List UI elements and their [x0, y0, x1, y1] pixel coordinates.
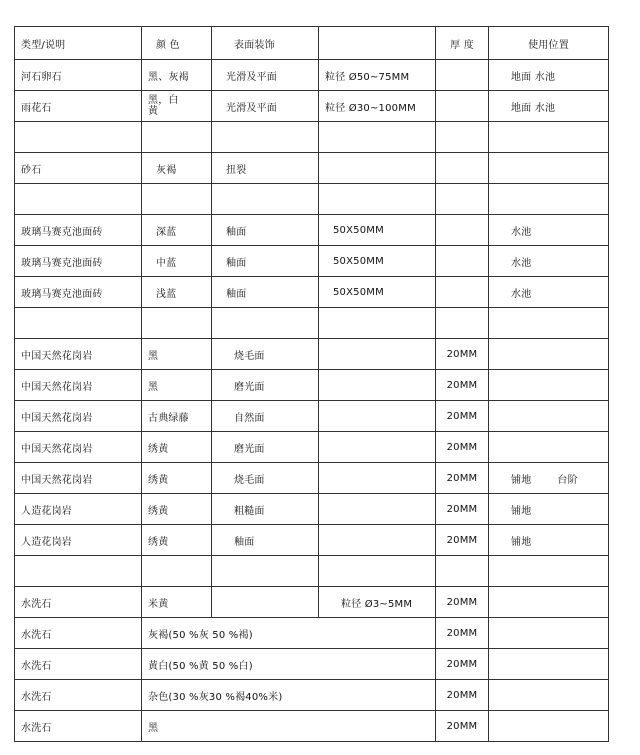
size-cell	[319, 153, 436, 184]
color-cell: 绣黄	[142, 432, 212, 463]
thickness-cell	[436, 91, 489, 122]
surface-cell: 磨光面	[212, 370, 319, 401]
location-cell	[489, 370, 609, 401]
surface-cell: 烧毛面	[212, 339, 319, 370]
thickness-cell: 20MM	[436, 339, 489, 370]
thickness-cell	[436, 246, 489, 277]
table-row	[15, 649, 609, 680]
surface-cell: 扭裂	[212, 153, 319, 184]
color-cell: 中蓝	[142, 246, 212, 277]
type-cell: 砂石	[15, 153, 142, 184]
location-cell	[489, 122, 609, 153]
type-cell	[15, 556, 142, 587]
table-row	[15, 401, 609, 432]
thickness-cell: 20MM	[436, 649, 489, 680]
location-cell: 水池	[489, 246, 609, 277]
size-cell	[319, 184, 436, 215]
table-row	[15, 60, 609, 91]
color-cell: 米黄	[142, 587, 212, 618]
surface-cell: 釉面	[212, 525, 319, 556]
size-cell	[319, 525, 436, 556]
thickness-cell: 20MM	[436, 587, 489, 618]
color-cell	[142, 308, 212, 339]
surface-cell	[212, 184, 319, 215]
table-row	[15, 277, 609, 308]
thickness-cell	[436, 60, 489, 91]
table-row	[15, 153, 609, 184]
table-row	[15, 556, 609, 587]
thickness-cell	[436, 122, 489, 153]
size-cell	[319, 401, 436, 432]
table-row	[15, 91, 609, 122]
location-cell: 铺地	[489, 494, 609, 525]
size-cell	[319, 370, 436, 401]
type-cell	[15, 184, 142, 215]
size-cell	[319, 122, 436, 153]
color-cell: 浅蓝	[142, 277, 212, 308]
location-cell: 水池	[489, 215, 609, 246]
location-part-1: 铺地	[511, 474, 532, 486]
size-cell	[319, 339, 436, 370]
surface-cell	[212, 122, 319, 153]
size-cell	[319, 494, 436, 525]
thickness-cell: 20MM	[436, 680, 489, 711]
location-cell	[489, 401, 609, 432]
table-row	[15, 618, 609, 649]
thickness-cell: 20MM	[436, 432, 489, 463]
size-cell: 粒径 Ø30~100MM	[319, 91, 436, 122]
type-cell: 水洗石	[15, 587, 142, 618]
location-cell	[489, 680, 609, 711]
thickness-cell	[436, 215, 489, 246]
type-cell: 河石卵石	[15, 60, 142, 91]
surface-cell: 釉面	[212, 215, 319, 246]
size-cell: 粒径 Ø3~5MM	[319, 587, 436, 618]
type-cell	[15, 308, 142, 339]
color-cell: 灰褐(50 %灰 50 %褐)	[142, 618, 436, 649]
location-cell	[489, 711, 609, 742]
type-cell: 雨花石	[15, 91, 142, 122]
location-cell	[489, 153, 609, 184]
table-row	[15, 246, 609, 277]
color-cell: 杂色(30 %灰30 %褐40%米)	[142, 680, 436, 711]
surface-cell: 粗糙面	[212, 494, 319, 525]
surface-cell: 磨光面	[212, 432, 319, 463]
thickness-cell: 20MM	[436, 711, 489, 742]
table-row	[15, 122, 609, 153]
location-cell	[489, 556, 609, 587]
color-cell: 黑	[142, 711, 436, 742]
location-cell: 地面 水池	[489, 60, 609, 91]
color-cell: 绣黄	[142, 463, 212, 494]
color-cell: 绣黄	[142, 525, 212, 556]
color-cell: 黑	[142, 339, 212, 370]
size-cell	[319, 463, 436, 494]
table-row	[15, 680, 609, 711]
thickness-cell: 20MM	[436, 494, 489, 525]
type-cell: 水洗石	[15, 649, 142, 680]
type-cell: 人造花岗岩	[15, 525, 142, 556]
type-cell: 水洗石	[15, 680, 142, 711]
table-row	[15, 308, 609, 339]
type-cell: 玻璃马赛克池面砖	[15, 277, 142, 308]
materials-table	[14, 26, 609, 742]
header-location: 使用位置	[489, 27, 609, 60]
table-row	[15, 711, 609, 742]
size-cell	[319, 308, 436, 339]
size-cell	[319, 556, 436, 587]
surface-cell: 自然面	[212, 401, 319, 432]
table-row	[15, 184, 609, 215]
color-cell	[142, 184, 212, 215]
table-row	[15, 215, 609, 246]
color-line-1: 黑，白	[148, 95, 179, 106]
type-cell	[15, 122, 142, 153]
thickness-cell	[436, 308, 489, 339]
location-cell	[489, 432, 609, 463]
size-cell: 50X50MM	[319, 277, 436, 308]
location-cell	[489, 184, 609, 215]
location-cell	[489, 463, 609, 494]
color-cell: 绣黄	[142, 494, 212, 525]
type-cell: 中国天然花岗岩	[15, 370, 142, 401]
thickness-cell: 20MM	[436, 370, 489, 401]
thickness-cell	[436, 556, 489, 587]
table-row	[15, 494, 609, 525]
location-cell	[489, 587, 609, 618]
table-row	[15, 587, 609, 618]
location-part-2: 台阶	[557, 474, 578, 486]
surface-cell: 釉面	[212, 246, 319, 277]
location-cell	[489, 618, 609, 649]
location-cell	[489, 339, 609, 370]
type-cell: 人造花岗岩	[15, 494, 142, 525]
type-cell: 中国天然花岗岩	[15, 432, 142, 463]
table-row	[15, 432, 609, 463]
surface-cell	[212, 308, 319, 339]
surface-cell	[212, 587, 319, 618]
location-cell: 铺地	[489, 525, 609, 556]
header-blank	[319, 27, 436, 60]
header-type: 类型/说明	[15, 27, 142, 60]
thickness-cell: 20MM	[436, 618, 489, 649]
table-row	[15, 463, 609, 494]
color-cell	[142, 91, 212, 122]
thickness-cell: 20MM	[436, 401, 489, 432]
color-cell	[142, 122, 212, 153]
color-cell: 黑	[142, 370, 212, 401]
table-row	[15, 339, 609, 370]
type-cell: 水洗石	[15, 618, 142, 649]
type-cell: 玻璃马赛克池面砖	[15, 246, 142, 277]
header-surface: 表面装饰	[212, 27, 319, 60]
color-cell: 古典绿藤	[142, 401, 212, 432]
size-cell	[319, 432, 436, 463]
type-cell: 玻璃马赛克池面砖	[15, 215, 142, 246]
location-cell	[489, 649, 609, 680]
type-cell: 中国天然花岗岩	[15, 401, 142, 432]
thickness-cell: 20MM	[436, 463, 489, 494]
type-cell: 中国天然花岗岩	[15, 339, 142, 370]
location-cell: 水池	[489, 277, 609, 308]
color-cell: 深蓝	[142, 215, 212, 246]
type-cell: 水洗石	[15, 711, 142, 742]
header-thickness: 厚 度	[436, 27, 489, 60]
thickness-cell	[436, 277, 489, 308]
header-row	[15, 27, 609, 60]
size-cell: 50X50MM	[319, 246, 436, 277]
header-color: 颜 色	[142, 27, 212, 60]
color-cell: 黑、灰褐	[142, 60, 212, 91]
surface-cell: 光滑及平面	[212, 60, 319, 91]
surface-cell: 釉面	[212, 277, 319, 308]
surface-cell: 光滑及平面	[212, 91, 319, 122]
thickness-cell	[436, 184, 489, 215]
surface-cell	[212, 556, 319, 587]
location-cell: 地面 水池	[489, 91, 609, 122]
color-cell: 灰褐	[142, 153, 212, 184]
size-cell: 50X50MM	[319, 215, 436, 246]
location-cell	[489, 308, 609, 339]
color-cell	[142, 556, 212, 587]
color-cell: 黄白(50 %黄 50 %白)	[142, 649, 436, 680]
surface-cell: 烧毛面	[212, 463, 319, 494]
thickness-cell	[436, 153, 489, 184]
size-cell: 粒径 Ø50~75MM	[319, 60, 436, 91]
thickness-cell: 20MM	[436, 525, 489, 556]
table-row	[15, 370, 609, 401]
type-cell: 中国天然花岗岩	[15, 463, 142, 494]
table-row	[15, 525, 609, 556]
color-line-2: 黄	[148, 106, 159, 117]
